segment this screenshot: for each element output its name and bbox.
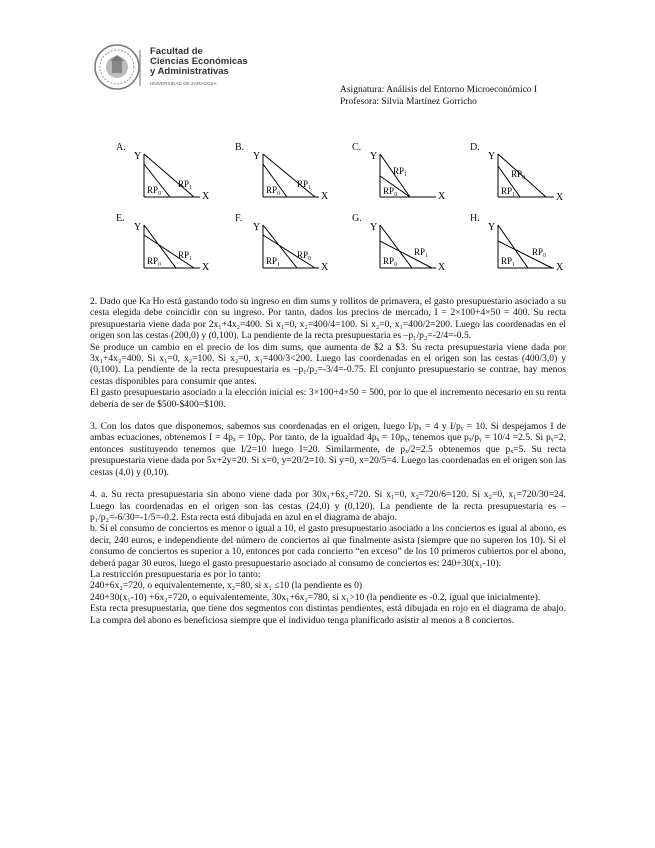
graph-letter: F. xyxy=(235,213,243,224)
budget-line-label: RP₁ xyxy=(266,256,281,266)
y-axis-label: Y xyxy=(488,151,496,162)
paragraph: 240+6x₂=720, o equivalentemente, x₂=80, si x₁ ≤10 (la pendiente es 0) xyxy=(90,580,363,592)
x-axis-label: X xyxy=(438,191,446,202)
budget-line-label: RP₀ xyxy=(297,250,312,260)
budget-graph-d xyxy=(470,142,580,202)
faculty-subtitle: UNIVERSIDAD DE ZARAGOZA xyxy=(150,81,217,86)
y-axis-label: Y xyxy=(370,151,378,162)
budget-line-label: RP₀ xyxy=(532,247,547,257)
budget-line-label: RP₁ xyxy=(178,179,193,189)
y-axis-label: Y xyxy=(134,151,142,162)
graph-letter: H. xyxy=(470,213,480,224)
x-axis-label: X xyxy=(202,262,210,273)
budget-line-label: RP₀ xyxy=(383,186,398,196)
budget-line-label: RP₀ xyxy=(511,169,526,179)
paragraph-gap xyxy=(90,478,566,489)
budget-line-label: RP₀ xyxy=(266,185,281,195)
graph-letter: B. xyxy=(235,142,245,153)
x-axis-label: X xyxy=(438,262,446,273)
budget-line-label: RP₁ xyxy=(178,250,193,260)
x-axis-label: X xyxy=(321,262,329,273)
graph-letter: C. xyxy=(352,142,362,153)
graph-letter: G. xyxy=(352,213,362,224)
faculty-name xyxy=(150,47,248,89)
paragraph: El gasto presupuestario asociado a la elección inicial es: 3×100+4×50 = 500, por lo que el incremento necesario en su renta debería de ser de $500-$400=$100. xyxy=(90,387,566,410)
paragraph: La restricción presupuestaria es por lo tanto: xyxy=(90,568,261,580)
budget-line-label: RP₁ xyxy=(393,166,408,176)
paragraph: Esta recta presupuestaria, que tiene dos segmentos con distintas pendientes, está dibujada en rojo en el diagrama de abajo. La compra del abono es beneficiosa siempre que el individuo tenga planificado asistir al menos a 8 conciertos. xyxy=(90,603,566,626)
budget-line-label: RP₀ xyxy=(383,256,398,266)
faculty-line: Ciencias Económicas xyxy=(150,56,248,67)
budget-line-label: RP₁ xyxy=(501,256,516,266)
x-axis-label: X xyxy=(321,191,329,202)
y-axis-label: Y xyxy=(488,222,496,233)
graph-letter: A. xyxy=(116,142,126,153)
budget-graph-g xyxy=(352,213,462,273)
paragraph: 240+30(x₁-10) +6x₂=720, o equivalentemente, 30x₁+6x₂=780, si x₁>10 (la pendiente es -0.2, igual que inicialmente). xyxy=(90,591,541,603)
course-name: Asignatura: Análisis del Entorno Microeconómico I xyxy=(340,85,538,95)
solutions-text xyxy=(90,296,566,626)
y-axis-label: Y xyxy=(253,222,261,233)
paragraph: 3. Con los datos que disponemos, sabemos sus coordenadas en el origen, luego I/pₓ = 4 y I/pᵧ = 10. Si despejamos I de ambas ecuaciones, obtenemos I = 4pₓ = 10pᵧ. Por tanto, de la igualdad 4pₓ = 10pᵧ, tenemos que pₓ/pᵧ = 10/4 =2.5. Si pᵧ=2, entonces sustituyendo tenemos que I/2=10 luego I=20. Similarmente, de pₓ/2=2.5 obtenemos que pₓ=5. Su recta presupuestaria viene dada por 5x+2y=20. Si x=0, y=20/2=10. Si y=0, x=20/5=4. Luego las coordenadas en el origen son las cestas (4,0) y (0,10). xyxy=(90,421,566,478)
faculty-line: Facultad de xyxy=(150,46,203,57)
budget-graph-b xyxy=(235,142,345,202)
paragraph: 4. a. Su recta presupuestaria sin abono viene dada por 30x₁+6x₂=720. Si x₁=0, x₂=720/6=120. Si x₂=0, x₁=720/30=24. Luego las coordenadas en el origen son las cestas (24,0) y (0,120). La pendiente de la recta presupuestaria es –p₁/p₂=-6/30=-1/5=-0.2. Esta recta está dibujada en azul en el diagrama de abajo. xyxy=(90,489,566,523)
budget-graph-c xyxy=(352,142,462,202)
budget-line-label: RP₁ xyxy=(501,186,516,196)
faculty-line: y Administrativas xyxy=(150,66,229,77)
budget-graph-e xyxy=(116,213,226,273)
budget-graph-h xyxy=(470,213,580,273)
professor-name: Profesora: Silvia Martínez Gorricho xyxy=(340,97,477,107)
paragraph: 2. Dado que Ka Ho está gastando todo su ingreso en dim sums y rollitos de primavera, el gasto presupuestario asociado a su cesta elegida debe coincidir con su ingreso. Por tanto, dados los precios de mercado, I = 2×100+4×50 = 400. Su recta presupuestaria viene dada por 2x₁+4x₂=400. Si x₁=0, x₂=400/4=100. Si x₂=0, x₁=400/2=200. Luego las coordenadas en el origen son las cestas (200,0) y (0,100). La pendiente de la recta presupuestaria es –p₁/p₂=-2/4=-0.5. xyxy=(90,296,566,342)
university-seal-logo xyxy=(92,42,144,97)
course-info xyxy=(340,84,537,108)
x-axis-label: X xyxy=(556,192,564,203)
budget-line-label: RP₀ xyxy=(147,185,162,195)
y-axis-label: Y xyxy=(370,222,378,233)
x-axis-label: X xyxy=(556,262,564,273)
budget-graph-f xyxy=(235,213,345,273)
budget-line-label: RP₀ xyxy=(147,256,162,266)
x-axis-label: X xyxy=(202,191,210,202)
graph-letter: E. xyxy=(116,213,125,224)
paragraph: b. Si el consumo de conciertos es menor o igual a 10, el gasto presupuestario asociado a los conciertos es igual al abono, es decir, 240 euros, e independiente del número de conciertos al que finalmente asista (siempre que no superen los 10). Si el consumo de conciertos es superior a 10, entonces por cada concierto “en exceso” de los 10 primeros cubiertos por el abono, deberá pagar 30 euros, luego el gasto presupuestario asociado al consumo de conciertos es: 240+30(x₁-10). xyxy=(90,523,566,569)
budget-graph-a xyxy=(116,142,226,202)
y-axis-label: Y xyxy=(253,151,261,162)
paragraph: Se produce un cambio en el precio de los dim sums, que aumenta de $2 a $3. Su recta presupuestaria viene dada por 3x₁+4x₂=400. Si x₁=0, x₂=100. Si x₂=0, x₁=400/3<200. Luego las coordenadas en el origen son las cestas (400/3,0) y (0,100). La pendiente de la recta presupuestaria es –p₁/p₂=-3/4=-0.75. El conjunto presupuestario se contrae, hay menos cestas disponibles para consumir que antes. xyxy=(90,341,566,387)
budget-line-label: RP₁ xyxy=(414,247,429,257)
paragraph-gap xyxy=(90,410,566,421)
graph-letter: D. xyxy=(470,142,480,153)
y-axis-label: Y xyxy=(134,222,142,233)
budget-line-label: RP₁ xyxy=(297,179,312,189)
